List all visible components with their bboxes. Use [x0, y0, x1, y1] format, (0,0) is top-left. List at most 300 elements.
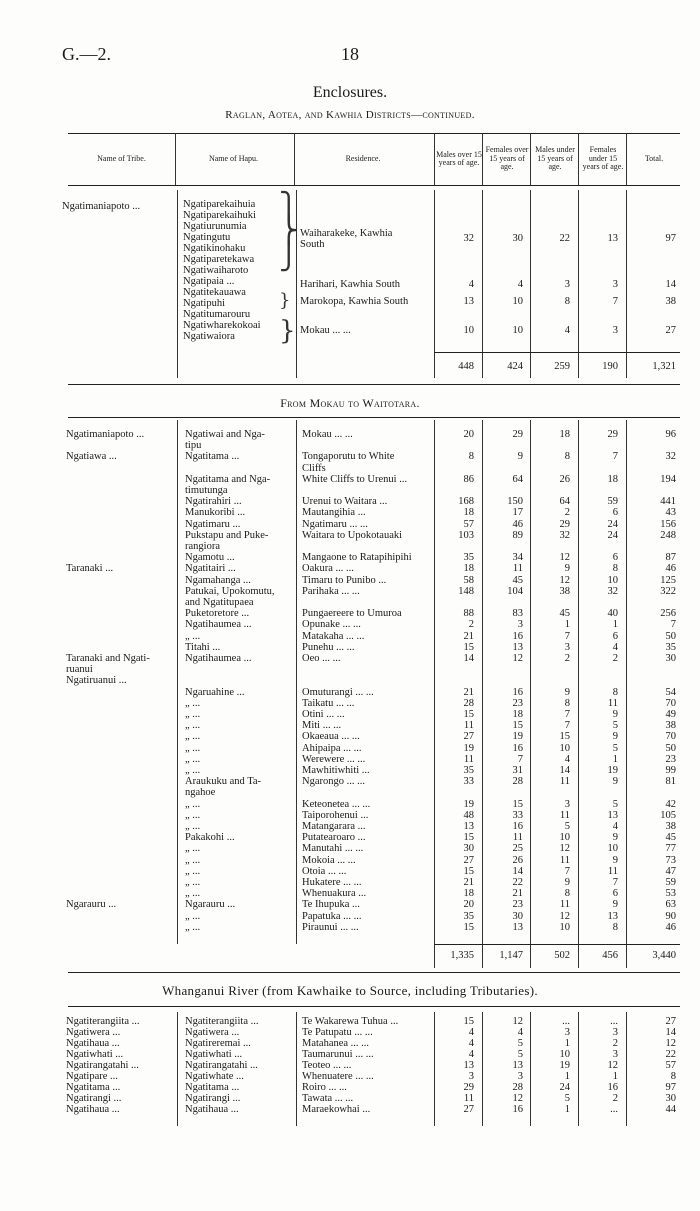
cell-total: 97: [665, 233, 676, 244]
cell-females-under: 5: [612, 720, 618, 732]
cell-males-under: 4: [564, 753, 570, 765]
cell-total: 54: [665, 686, 676, 698]
cell-males-under: 12: [559, 574, 570, 586]
cell-males-over: 11: [463, 753, 474, 765]
col-divider: [177, 1012, 178, 1126]
cell-females-over: 64: [512, 473, 523, 485]
cell-males-under: 7: [564, 865, 570, 877]
cell-males-over: 27: [463, 854, 474, 866]
tribe-name: Ngatimaniapoto ...: [66, 429, 145, 440]
cell-females-under: 16: [607, 1082, 618, 1093]
hapu-name: „ ...: [185, 854, 201, 866]
hapu-name: Ngatitama and Nga-: [185, 473, 271, 485]
cell-females-under: 5: [612, 742, 618, 754]
residence-name: Ngarongo ... ...: [302, 776, 365, 788]
cell-females-over: 4: [517, 279, 523, 290]
cell-females-over: 17: [512, 507, 523, 519]
residence-name: Otini ... ...: [302, 709, 345, 720]
cell-females-over: 12: [512, 1093, 523, 1104]
cell-total: 43: [665, 507, 676, 519]
cell-females-under: 9: [612, 731, 618, 743]
cell-males-under: 502: [554, 950, 570, 961]
residence-name: Werewere ... ...: [302, 753, 366, 765]
cell-total: 45: [665, 832, 676, 844]
cell-males-over: 86: [463, 473, 474, 485]
cell-females-under: 4: [612, 641, 618, 653]
cell-males-under: 26: [559, 473, 570, 485]
hapu-name: „ ...: [185, 753, 201, 765]
cell-females-over: 3: [517, 619, 523, 631]
hapu-name: Puketoretore ...: [185, 608, 250, 620]
cell-males-over: 4: [468, 279, 474, 290]
hapu-name: Ngamotu ...: [185, 552, 235, 564]
cell-females-under: 6: [612, 888, 618, 900]
cell-females-under: 10: [607, 843, 618, 855]
cell-females-under: 9: [612, 709, 618, 720]
hapu-name: „ ...: [185, 910, 201, 922]
cell-females-under: 1: [612, 753, 618, 765]
residence-name: Ngatimaru ... ...: [302, 518, 368, 530]
residence-name: Tawata ... ...: [302, 1093, 354, 1104]
tribe-name: Ngatiterangiita ...: [66, 1016, 140, 1027]
cell-males-over: 13: [463, 821, 474, 832]
cell-females-under: 7: [612, 296, 618, 307]
cell-males-over: 30: [463, 843, 474, 855]
hapu-name: Ngatitama ...: [185, 1082, 240, 1093]
residence-name: Cliffs: [302, 462, 326, 474]
section1-title: Raglan, Aotea, and Kawhia Districts—continued.: [225, 109, 475, 121]
residence-name: Te Ihupuka ...: [302, 899, 360, 911]
hapu-name: Ngatihaumea ...: [185, 619, 252, 631]
cell-total: 73: [665, 854, 676, 866]
residence-name: Maraekowhai ...: [302, 1104, 371, 1115]
cell-females-over: 3: [517, 1071, 523, 1082]
cell-total: 3,440: [652, 950, 676, 961]
hapu-name: Ngatireremai ...: [185, 1038, 251, 1049]
cell-males-over: 13: [463, 296, 474, 307]
cell-males-under: 11: [559, 899, 570, 911]
hapu-name: tipu: [185, 440, 202, 452]
cell-females-under: 1: [612, 619, 618, 631]
cell-males-under: 2: [564, 653, 570, 664]
section-rule: [68, 1006, 680, 1007]
cell-males-under: 1: [564, 1071, 570, 1082]
tribe-name: Taranaki and Ngati-: [66, 653, 150, 664]
hapu-name: ngahoe: [185, 787, 216, 799]
cell-total: 96: [665, 429, 676, 440]
cell-total: 99: [665, 765, 676, 776]
cell-females-over: 19: [512, 731, 523, 743]
residence-name: Taikatu ... ...: [302, 697, 355, 709]
cell-males-under: 12: [559, 910, 570, 922]
cell-males-under: 10: [559, 832, 570, 844]
hapu-name: Ngatirahiri ...: [185, 496, 242, 508]
cell-females-under: 7: [612, 877, 618, 888]
cell-males-under: 2: [564, 507, 570, 519]
cell-males-under: 8: [564, 296, 570, 307]
tribe-name: ruanui: [66, 664, 93, 676]
cell-total: 30: [665, 653, 676, 664]
hapu-name: Ngatihaua ...: [185, 1104, 239, 1115]
residence-name: Marokopa, Kawhia South: [300, 296, 409, 307]
cell-total: 87: [665, 552, 676, 564]
residence-name: Mangaone to Ratapihipihi: [302, 552, 412, 564]
cell-females-under: 2: [612, 653, 618, 664]
cell-total: 46: [665, 921, 676, 933]
cell-males-over: 2: [468, 619, 474, 631]
cell-females-under: 11: [607, 697, 618, 709]
cell-males-over: 88: [463, 608, 474, 620]
cell-females-over: 11: [512, 563, 523, 575]
cell-males-over: 21: [463, 686, 474, 698]
cell-males-over: 14: [463, 653, 474, 664]
cell-males-under: 15: [559, 731, 570, 743]
residence-name: Pungaereere to Umuroa: [302, 608, 402, 620]
cell-females-under: 12: [607, 1060, 618, 1071]
cell-total: 27: [665, 325, 676, 336]
cell-total: 97: [665, 1082, 676, 1093]
cell-males-under: 24: [559, 1082, 570, 1093]
col-males-over-header: Males over 15 years of age.: [436, 149, 482, 167]
tribe-name: Ngatiawa ...: [66, 451, 117, 463]
cell-females-over: 26: [512, 854, 523, 866]
residence-name: Timaru to Punibo ...: [302, 574, 387, 586]
residence-name: Waitara to Upokotauaki: [302, 529, 403, 541]
table-top-rule: [68, 133, 680, 134]
residence-name: Miti ... ...: [302, 720, 342, 732]
cell-males-over: 21: [463, 630, 474, 642]
hapu-name: Ngatiwharekokoai: [183, 320, 261, 331]
col-divider: [296, 420, 297, 944]
section-rule: [68, 972, 680, 973]
cell-males-under: 19: [559, 1060, 570, 1071]
cell-total: 81: [665, 776, 676, 788]
hapu-name: and Ngatitupaea: [185, 597, 254, 608]
residence-name: Hukatere ... ...: [302, 877, 362, 888]
cell-males-over: 3: [468, 1071, 474, 1082]
cell-males-over: 168: [458, 496, 474, 508]
cell-males-over: 103: [458, 529, 474, 541]
hapu-name: Ngatiwhati ...: [185, 1049, 243, 1060]
cell-females-over: 23: [512, 899, 523, 911]
cell-males-over: 32: [463, 233, 474, 244]
tribe-name: Ngatihaua ...: [66, 1104, 120, 1115]
cell-males-over: 27: [463, 731, 474, 743]
residence-name: Teoteo ... ...: [302, 1060, 352, 1071]
brace-icon: }: [279, 290, 291, 311]
cell-males-under: 7: [564, 630, 570, 642]
cell-females-over: 5: [517, 1049, 523, 1060]
tribe-name: Ngatihaua ...: [66, 1038, 120, 1049]
cell-females-over: 13: [512, 641, 523, 653]
cell-females-over: 15: [512, 720, 523, 732]
cell-females-over: 28: [512, 776, 523, 788]
cell-females-over: 10: [512, 325, 523, 336]
cell-total: 7: [670, 619, 676, 631]
cell-females-under: 4: [612, 821, 618, 832]
brace-icon: }: [279, 316, 296, 346]
col-divider: [578, 133, 579, 185]
cell-females-under: 8: [612, 686, 618, 698]
tribe-name: Ngatiwera ...: [66, 1027, 121, 1038]
cell-females-over: 11: [512, 832, 523, 844]
residence-name: Matakaha ... ...: [302, 630, 365, 642]
cell-total: 8: [670, 1071, 676, 1082]
hapu-name: Ngatikinohaku: [183, 243, 246, 254]
residence-name: Punehu ... ...: [302, 641, 355, 653]
cell-females-under: 13: [607, 233, 618, 244]
cell-total: 14: [665, 1027, 676, 1038]
hapu-name: „ ...: [185, 809, 201, 821]
hapu-name: Ngatiterangiita ...: [185, 1016, 259, 1027]
cell-females-under: 9: [612, 854, 618, 866]
cell-males-over: 15: [463, 641, 474, 653]
hapu-name: Ngatiwhate ...: [185, 1071, 244, 1082]
hapu-name: Ngatingutu: [183, 232, 231, 243]
residence-name: Matangarara ...: [302, 821, 366, 832]
hapu-name: „ ...: [185, 877, 201, 888]
cell-males-over: 8: [468, 451, 474, 463]
hapu-name: Ngatiparekaihuki: [183, 210, 256, 221]
col-divider: [434, 133, 435, 185]
cell-males-over: 11: [463, 720, 474, 732]
cell-females-under: 29: [607, 429, 618, 440]
cell-females-over: 30: [512, 233, 523, 244]
cell-total: 441: [660, 496, 676, 508]
tribe-name: Ngatitama ...: [66, 1082, 121, 1093]
cell-total: 38: [665, 821, 676, 832]
cell-total: 50: [665, 630, 676, 642]
col-divider: [530, 133, 531, 185]
col-females-under-header: Females under 15 years of age.: [582, 145, 624, 172]
cell-total: 30: [665, 1093, 676, 1104]
cell-total: 32: [665, 451, 676, 463]
hapu-name: „ ...: [185, 843, 201, 855]
cell-females-under: 3: [612, 325, 618, 336]
hapu-name: Patukai, Upokomutu,: [185, 585, 275, 597]
hapu-name: Ngatiparetekawa: [183, 254, 255, 265]
cell-males-under: 45: [559, 608, 570, 620]
cell-females-under: 5: [612, 798, 618, 810]
hapu-name: „ ...: [185, 709, 201, 720]
cell-females-over: 10: [512, 296, 523, 307]
cell-males-under: 5: [564, 1093, 570, 1104]
cell-total: 63: [665, 899, 676, 911]
cell-males-over: 57: [463, 518, 474, 530]
cell-females-under: 18: [607, 473, 618, 485]
cell-females-over: 104: [507, 585, 523, 597]
cell-females-over: 150: [507, 496, 523, 508]
cell-males-over: 10: [463, 325, 474, 336]
hapu-name: Ngatiparekaihuia: [183, 199, 256, 210]
cell-males-over: 4: [468, 1027, 474, 1038]
cell-females-under: 6: [612, 507, 618, 519]
residence-name: Te Wakarewa Tuhua ...: [302, 1016, 399, 1027]
hapu-name: Titahi ...: [185, 641, 221, 653]
cell-males-under: 22: [559, 233, 570, 244]
cell-total: 322: [660, 585, 676, 597]
cell-females-under: 13: [607, 809, 618, 821]
cell-females-over: 33: [512, 809, 523, 821]
hapu-name: rangiora: [185, 541, 220, 552]
cell-males-over: 19: [463, 798, 474, 810]
cell-females-over: 46: [512, 518, 523, 530]
residence-name-cont: South: [300, 239, 325, 250]
hapu-name: Ngatiurunumia: [183, 221, 247, 232]
cell-females-over: 9: [517, 451, 523, 463]
residence-name: Keteonetea ... ...: [302, 798, 371, 810]
cell-males-over: 11: [463, 1093, 474, 1104]
residence-name: Papatuka ... ...: [302, 910, 362, 922]
s1-subtotal-rule: [434, 352, 680, 353]
residence-name: Urenui to Waitara ...: [302, 496, 388, 508]
residence-name: Mokoia ... ...: [302, 854, 356, 866]
cell-males-under: 10: [559, 921, 570, 933]
col-total-header: Total.: [644, 153, 664, 163]
cell-males-under: 10: [559, 1049, 570, 1060]
cell-males-under: 8: [564, 888, 570, 900]
cell-females-under: 9: [612, 899, 618, 911]
cell-males-over: 18: [463, 507, 474, 519]
hapu-name: Ngatitama ...: [185, 451, 240, 463]
cell-males-under: 1: [564, 619, 570, 631]
hapu-name: Manukoribi ...: [185, 507, 246, 519]
col-females-over-header: Females over 15 years of age.: [485, 145, 529, 172]
cell-females-under: 10: [607, 574, 618, 586]
cell-males-over: 20: [463, 429, 474, 440]
tribe-name: Ngarauru ...: [66, 899, 117, 911]
hapu-name: Ngatiwaiharoto: [183, 265, 249, 276]
tribe-name: Taranaki ...: [66, 563, 114, 575]
hapu-name: Ngatiwaiora: [183, 331, 235, 342]
col-divider: [296, 1012, 297, 1126]
residence-name: Te Patupatu ... ...: [302, 1027, 373, 1038]
cell-males-under: 11: [559, 809, 570, 821]
cell-total: 77: [665, 843, 676, 855]
cell-females-over: 12: [512, 653, 523, 664]
residence-name: Mautangihia ...: [302, 507, 366, 519]
cell-total: 38: [665, 720, 676, 732]
cell-males-over: 4: [468, 1038, 474, 1049]
hapu-name: Ngatiwera ...: [185, 1027, 240, 1038]
residence-name: Taiporohenui ...: [302, 809, 369, 821]
residence-name: Manutahi ... ...: [302, 843, 364, 855]
cell-males-under: 14: [559, 765, 570, 776]
residence-name: Oakura ... ...: [302, 563, 354, 575]
hapu-name: Ngatitekauawa: [183, 287, 246, 298]
cell-females-under: 2: [612, 1093, 618, 1104]
hapu-name: „ ...: [185, 731, 201, 743]
cell-females-over: 13: [512, 1060, 523, 1071]
hapu-name: Ngatimaru ...: [185, 518, 241, 530]
cell-females-over: 83: [512, 608, 523, 620]
col-divider: [626, 1012, 627, 1126]
cell-males-over: 13: [463, 1060, 474, 1071]
cell-females-over: 45: [512, 574, 523, 586]
section-rule: [68, 417, 680, 418]
cell-total: 156: [660, 518, 676, 530]
header-bottom-rule: [68, 185, 680, 186]
cell-total: 22: [665, 1049, 676, 1060]
cell-females-over: 16: [512, 686, 523, 698]
cell-males-over: 33: [463, 776, 474, 788]
cell-females-over: 25: [512, 843, 523, 855]
hapu-name: „ ...: [185, 720, 201, 732]
cell-total: 256: [660, 608, 676, 620]
cell-males-under: 3: [564, 1027, 570, 1038]
cell-females-over: 7: [517, 753, 523, 765]
cell-females-under: 40: [607, 608, 618, 620]
cell-males-over: 29: [463, 1082, 474, 1093]
cell-females-under: 32: [607, 585, 618, 597]
residence-name: White Cliffs to Urenui ...: [302, 473, 408, 485]
tribe-name: Ngatipare ...: [66, 1071, 118, 1082]
hapu-name: Ngatirangatahi ...: [185, 1060, 258, 1071]
hapu-name: „ ...: [185, 765, 201, 776]
cell-total: 248: [660, 529, 676, 541]
col-divider: [626, 133, 627, 185]
page-number: 18: [341, 44, 359, 64]
cell-total: 59: [665, 877, 676, 888]
cell-total: 90: [665, 910, 676, 922]
hapu-name: „ ...: [185, 888, 201, 900]
cell-males-under: 8: [564, 451, 570, 463]
tribe-name: Ngatirangatahi ...: [66, 1060, 139, 1071]
cell-total: 23: [665, 753, 676, 765]
hapu-name: Ngatipaia ...: [183, 276, 235, 287]
cell-males-over: 15: [463, 832, 474, 844]
cell-males-under: 38: [559, 585, 570, 597]
cell-females-under: 19: [607, 765, 618, 776]
cell-females-over: 1,147: [499, 950, 523, 961]
residence-name: Mokau ... ...: [300, 325, 351, 336]
cell-females-under: 6: [612, 552, 618, 564]
cell-females-under: 9: [612, 832, 618, 844]
residence-name: Mokau ... ...: [302, 429, 353, 440]
cell-females-over: 16: [512, 630, 523, 642]
residence-name: Taumarunui ... ...: [302, 1049, 374, 1060]
cell-males-over: 15: [463, 921, 474, 933]
residence-name: Okaeaua ... ...: [302, 731, 360, 743]
cell-total: 49: [665, 709, 676, 720]
residence-name: Omuturangi ... ...: [302, 686, 374, 698]
residence-name: Otoia ... ...: [302, 865, 347, 877]
cell-females-over: 424: [507, 361, 523, 372]
cell-females-over: 89: [512, 529, 523, 541]
hapu-name: Pukstapu and Puke-: [185, 529, 269, 541]
brace-icon: ⎭: [279, 242, 299, 272]
cell-males-under: 9: [564, 686, 570, 698]
cell-total: 12: [665, 1038, 676, 1049]
tribe-name: Ngatirangi ...: [66, 1093, 122, 1104]
cell-males-over: 4: [468, 1049, 474, 1060]
col-tribe-header: Name of Tribe.: [97, 153, 146, 163]
cell-females-over: 21: [512, 888, 523, 900]
s2-subtotal-rule: [434, 944, 680, 945]
cell-males-over: 18: [463, 563, 474, 575]
cell-males-over: 15: [463, 865, 474, 877]
col-hapu-header: Name of Hapu.: [208, 153, 259, 163]
col-divider: [626, 190, 627, 378]
cell-females-under: 7: [612, 451, 618, 463]
residence-name: Whenuakura ...: [302, 888, 367, 900]
cell-females-under: 3: [612, 279, 618, 290]
cell-males-under: 11: [559, 854, 570, 866]
cell-females-over: 15: [512, 798, 523, 810]
cell-males-under: 64: [559, 496, 570, 508]
cell-males-over: 27: [463, 1104, 474, 1115]
cell-males-under: 12: [559, 843, 570, 855]
